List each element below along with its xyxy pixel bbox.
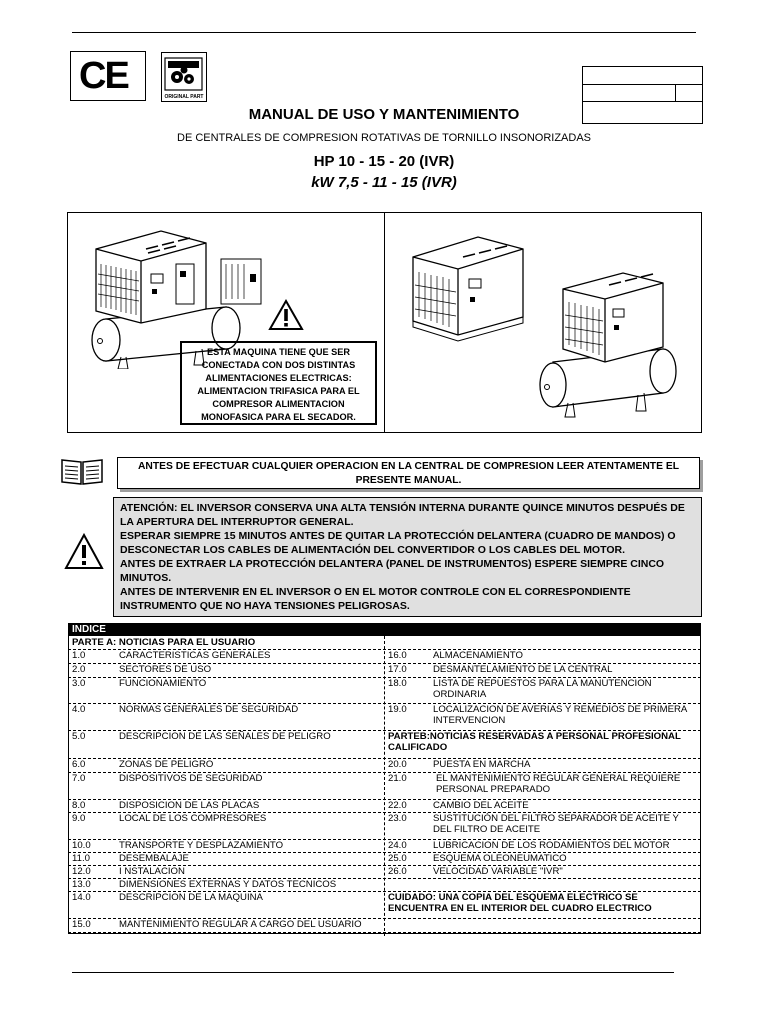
manual-book-icon bbox=[60, 456, 104, 486]
row-label: SECTORES DE USO bbox=[119, 664, 212, 675]
row-number: 12.0 bbox=[72, 866, 91, 877]
warning-triangle-icon bbox=[268, 299, 304, 331]
row-number: 10.0 bbox=[72, 840, 91, 851]
row-number: 7.0 bbox=[72, 773, 86, 784]
row-number: 1.0 bbox=[72, 650, 86, 661]
row-number: 26.0 bbox=[388, 866, 407, 877]
row-label: I NSTALACION bbox=[119, 866, 185, 877]
row-label: SUSTITUCIÓN DEL FILTRO SEPARADOR DE ACEITE Y DEL FILTRO DE ACEITE bbox=[433, 813, 679, 835]
row-number: 6.0 bbox=[72, 759, 86, 770]
page-title: MANUAL DE USO Y MANTENIMIENTO bbox=[248, 106, 520, 123]
row-label: DISPOSITIVOS DE SEGURIDAD bbox=[119, 773, 263, 784]
row-label: CAMBIO DEL ACEITE bbox=[433, 800, 529, 811]
electrical-diagram-caution: CUIDADO: UNA COPIA DEL ESQUEMA ELECTRICO SE ENCUENTRA EN EL INTERIOR DEL CUADRO ELECTRICO bbox=[388, 892, 652, 914]
page-subtitle: DE CENTRALES DE COMPRESION ROTATIVAS DE TORNILLO INSONORIZADAS bbox=[177, 132, 591, 144]
inverter-attention-box bbox=[113, 497, 702, 617]
row-number: 20.0 bbox=[388, 759, 407, 770]
ce-mark-text: CE bbox=[79, 55, 128, 97]
bottom-rule bbox=[72, 972, 674, 973]
gears-icon bbox=[162, 55, 205, 93]
row-number: 11.0 bbox=[72, 853, 90, 864]
ce-mark-logo bbox=[70, 51, 146, 101]
row-number: 14.0 bbox=[72, 892, 91, 903]
row-number: 18.0 bbox=[388, 678, 407, 689]
model-hp: HP 10 - 15 - 20 (IVR) bbox=[313, 153, 455, 170]
row-number: 21.0 bbox=[388, 773, 407, 784]
row-label: FUNCIONAMIENTO bbox=[119, 678, 207, 689]
row-label: LUBRICACION DE LOS RODAMIENTOS DEL MOTOR bbox=[433, 840, 670, 851]
part-a-heading: PARTE A: NOTICIAS PARA EL USUARIO bbox=[72, 637, 256, 648]
row-label: LISTA DE REPUESTOS PARA LA MANUTENCION ORDINARIA bbox=[433, 678, 652, 700]
row-number: 22.0 bbox=[388, 800, 407, 811]
row-label: DISPOSICION DE LAS PLACAS bbox=[119, 800, 260, 811]
row-label: PUESTA EN MARCHA bbox=[433, 759, 531, 770]
row-label: DESCRIPCION DE LA MAQUINA bbox=[119, 892, 263, 903]
row-label: NORMAS GENERALES DE SEGURIDAD bbox=[119, 704, 299, 715]
row-number: 4.0 bbox=[72, 704, 86, 715]
attention-line-3: ANTES DE EXTRAER LA PROTECCIÓN DELANTERA (PANEL DE INSTRUMENTOS) ESPERE SIEMPRE CINCO MINUTOS. bbox=[120, 558, 665, 584]
row-number: 2.0 bbox=[72, 664, 86, 675]
part-b-heading: PARTEB:NOTICIAS RESERVADAS A PERSONAL PROFESIONAL CALIFICADO bbox=[388, 731, 681, 753]
row-number: 23.0 bbox=[388, 813, 407, 824]
row-label: DESEMBALAJE bbox=[119, 853, 189, 864]
row-label: LOCALIZACION DE AVERIAS Y REMEDIOS DE PRIMERA INTERVENCION bbox=[433, 704, 687, 726]
row-label: DIMENSIONES EXTERNAS Y DATOS TECNICOS bbox=[119, 879, 337, 890]
row-label: TRANSPORTE Y DESPLAZAMIENTO bbox=[119, 840, 284, 851]
attention-line-1: ATENCIÓN: EL INVERSOR CONSERVA UNA ALTA TENSIÓN INTERNA DURANTE QUINCE MINUTOS DESPUÉS DE LA APERTURA DEL INTERRUPTOR GENERAL. bbox=[120, 502, 685, 528]
row-label: VELOCIDAD VARIABLE "IVR" bbox=[433, 866, 563, 877]
attention-line-2: ESPERAR SIEMPRE 15 MINUTOS ANTES DE QUITAR LA PROTECCIÓN DELANTERA (CUADRO DE MANDOS) O DESCONECTAR LOS CABLES DE ALIMENTACIÓN DEL CONVERTIDOR O LOS CABLES DEL MOTOR. bbox=[120, 530, 676, 556]
row-number: 5.0 bbox=[72, 731, 86, 742]
row-label: CARACTERISTICAS GENERALES bbox=[119, 650, 271, 661]
row-number: 17.0 bbox=[388, 664, 407, 675]
model-kw: kW 7,5 - 11 - 15 (IVR) bbox=[311, 174, 457, 191]
row-label: DESCRIPCION DE LAS SEÑALES DE PELIGRO bbox=[119, 731, 331, 742]
row-label: DESMANTELAMIENTO DE LA CENTRAL bbox=[433, 664, 613, 675]
top-rule bbox=[72, 32, 696, 33]
machine-illustration-panel bbox=[67, 212, 702, 433]
attention-triangle-icon bbox=[64, 533, 104, 571]
row-number: 15.0 bbox=[72, 919, 91, 930]
read-manual-notice: ANTES DE EFECTUAR CUALQUIER OPERACION EN LA CENTRAL DE COMPRESION LEER ATENTAMENTE EL PRESENTE MANUAL. bbox=[117, 457, 700, 489]
row-label: ZONAS DE PELIGRO bbox=[119, 759, 214, 770]
original-part-logo bbox=[161, 52, 207, 102]
row-label: LOCAL DE LOS COMPRESORES bbox=[119, 813, 267, 824]
compressor-units-illustration bbox=[393, 217, 693, 427]
attention-line-4: ANTES DE INTERVENIR EN EL INVERSOR O EN EL MOTOR CONTROLE CON EL CORRESPONDIENTE INSTRUMENTO QUE NO HAYA TENSIONES PELIGROSAS. bbox=[120, 586, 631, 612]
index-heading: INDICE bbox=[68, 623, 701, 636]
row-label: ESQUEMA OLEONEUMATICO bbox=[433, 853, 567, 864]
row-number: 8.0 bbox=[72, 800, 86, 811]
original-part-label: ORIGINAL PART bbox=[164, 94, 204, 100]
row-number: 9.0 bbox=[72, 813, 86, 824]
row-number: 24.0 bbox=[388, 840, 407, 851]
row-number: 16.0 bbox=[388, 650, 407, 661]
row-label: EL MANTENIMIENTO REGULAR GENERAL REQUIERE PERSONAL PREPARADO bbox=[436, 773, 681, 795]
row-number: 13.0 bbox=[72, 879, 91, 890]
row-number: 25.0 bbox=[388, 853, 407, 864]
index-border bbox=[68, 623, 701, 934]
row-number: 19.0 bbox=[388, 704, 407, 715]
row-label: MANTENIMIENTO REGULAR A CARGO DEL USUARIO bbox=[119, 919, 362, 930]
dual-power-warning: ESTA MAQUINA TIENE QUE SER CONECTADA CON DOS DISTINTAS ALIMENTACIONES ELECTRICAS: ALIMENTACION TRIFASICA PARA EL COMPRESOR ALIMENTACION MONOFASICA PARA EL SECADOR. bbox=[180, 341, 377, 425]
row-label: ALMACENAMIENTO bbox=[433, 650, 523, 661]
row-number: 3.0 bbox=[72, 678, 86, 689]
